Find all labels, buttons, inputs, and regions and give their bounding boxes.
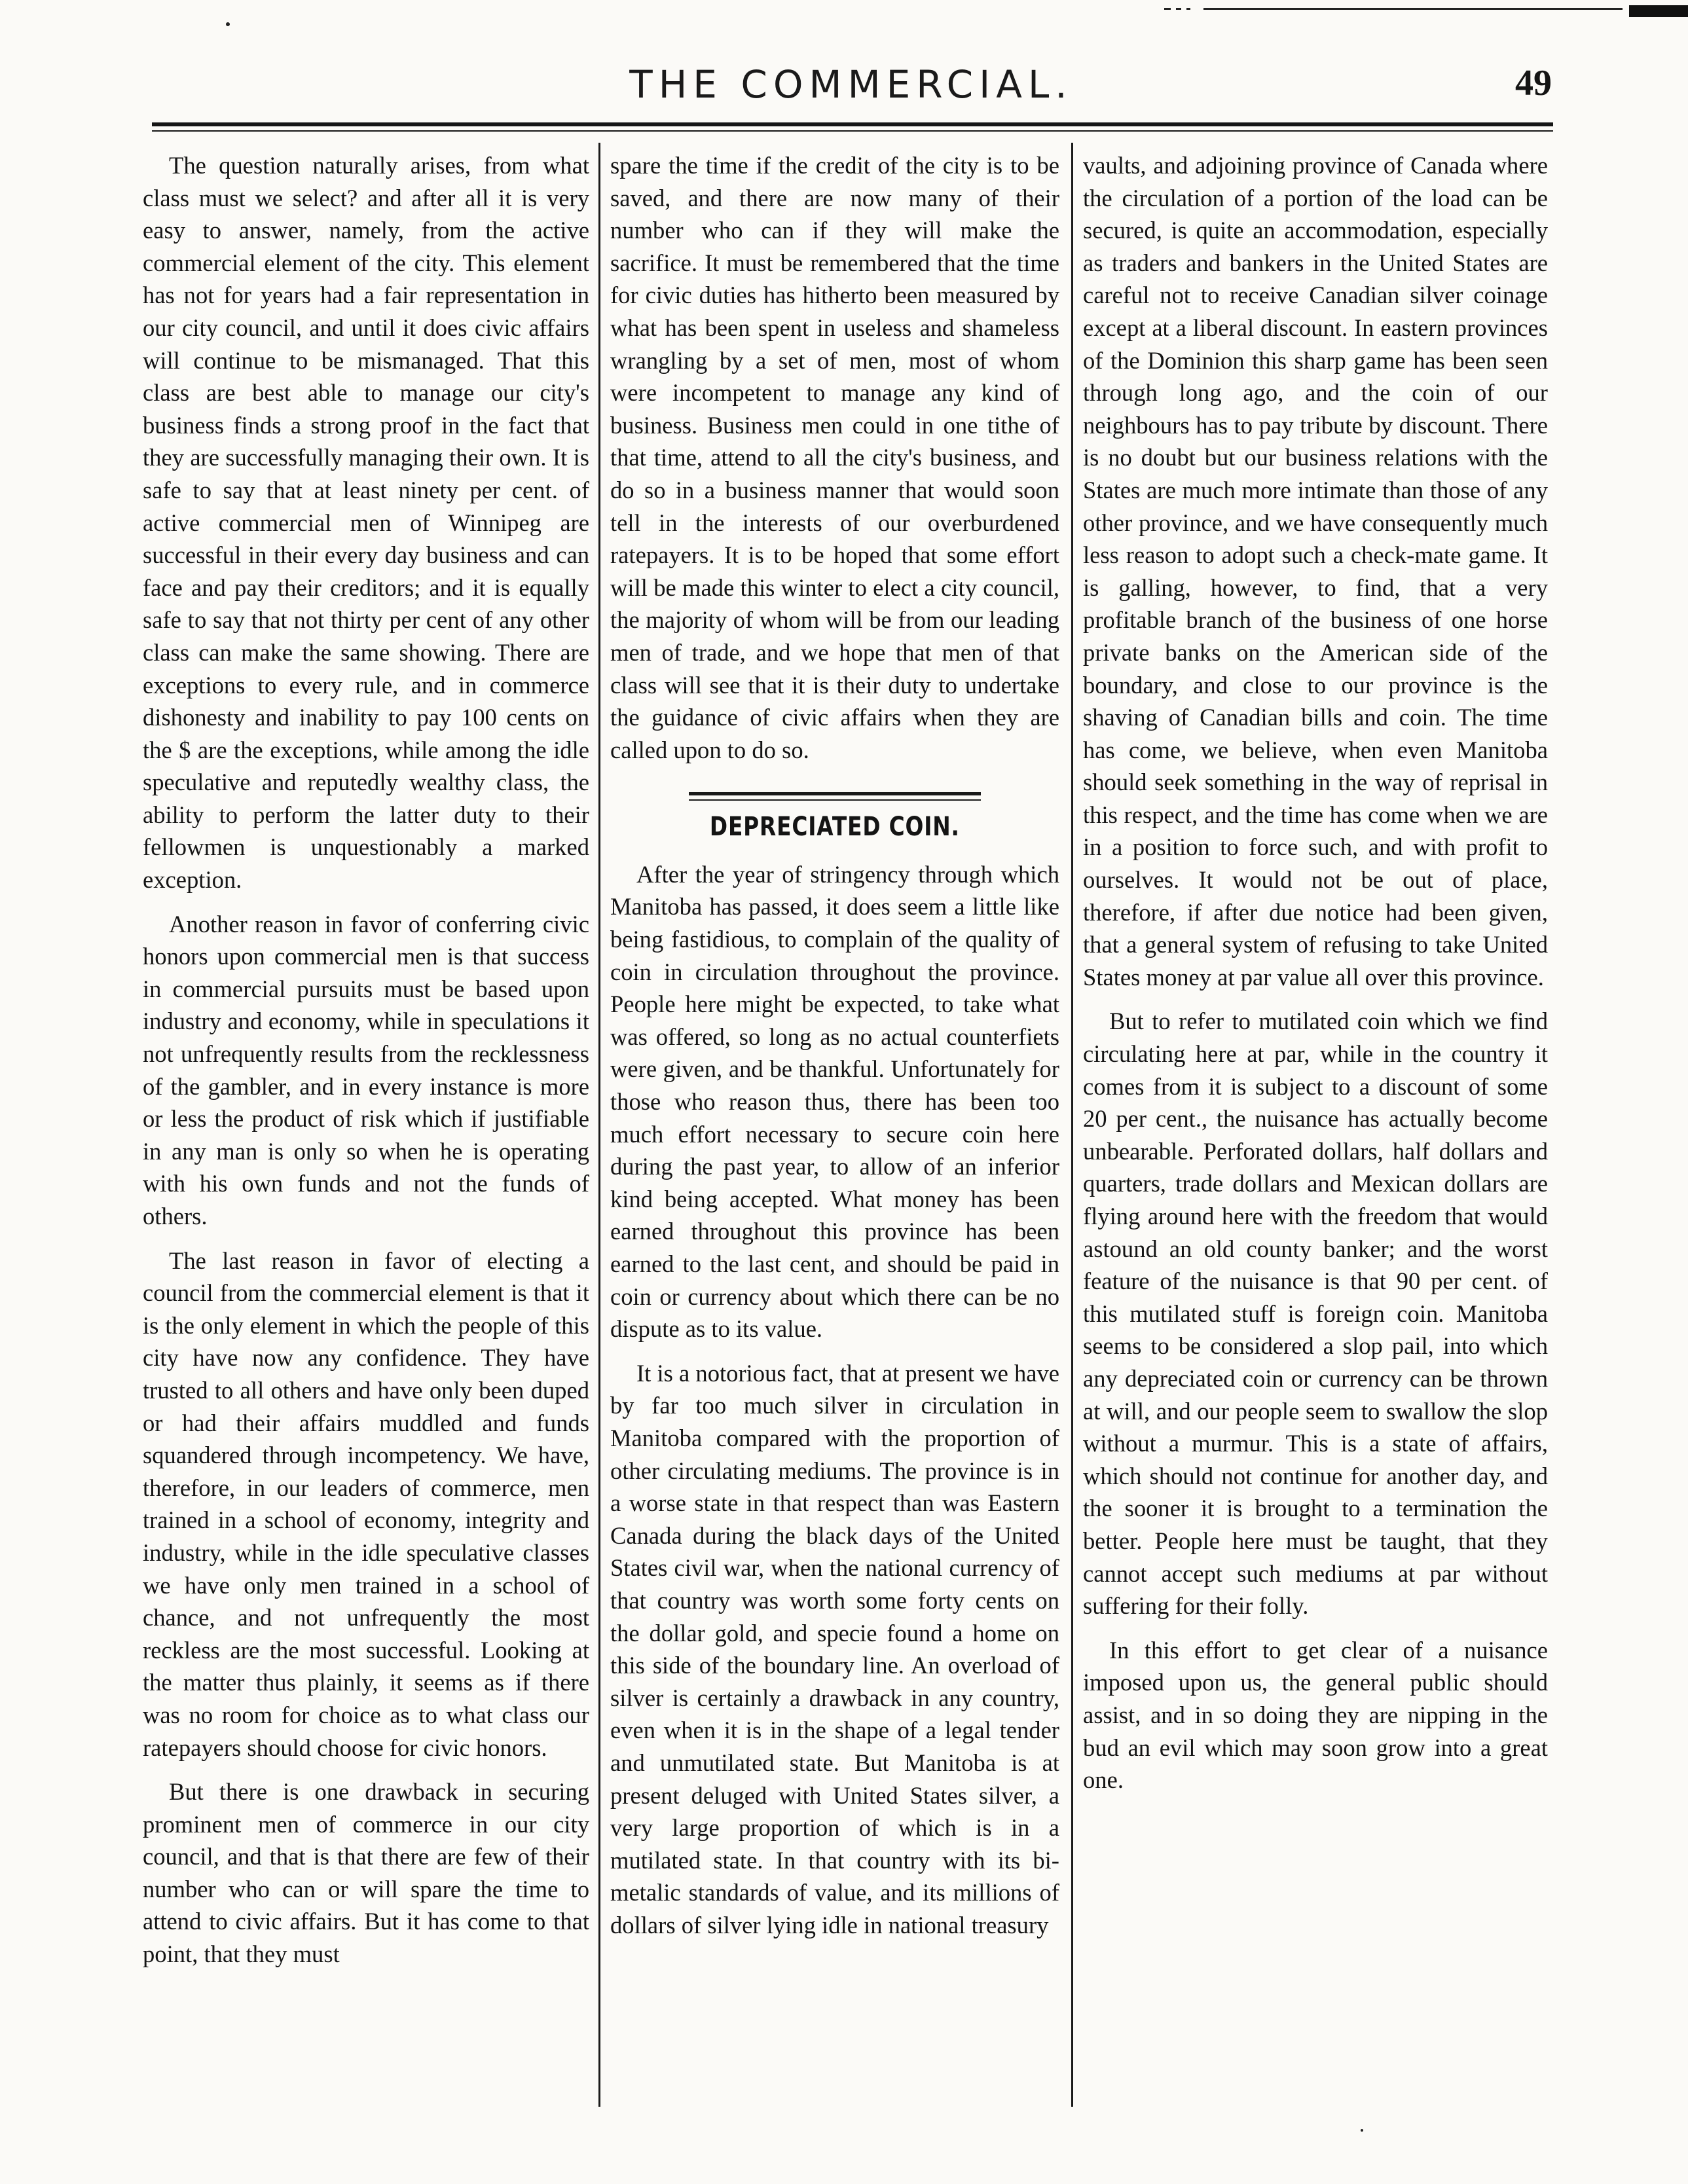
paragraph: But there is one drawback in securing prominent men of commerce in our city council, and that is that there are few of their number who can or will spare the time to attend to civic affairs. But it has come to that point, that they must: [143, 1778, 589, 1968]
heading-rule-thick: [689, 792, 981, 795]
heading-rule-thin: [689, 799, 981, 801]
column-divider-2: [1071, 143, 1073, 2107]
column-divider-1: [598, 143, 600, 2107]
paragraph: After the year of stringency through which Manitoba has passed, it does seem a little like being fastidious, to complain of the quality of coin in circulation throughout the province. People here might be expected, to take what was offered, so long as no actual counterfiets were given, and be thankful. Unfortunately for those who reason thus, there has been too much effort necessary to secure coin here during the past year, to allow of an inferior kind being accepted. What money has been earned throughout this province has been earned to the last cent, and should be paid in coin or currency about which there can be no dispute as to its value.: [610, 860, 1059, 1343]
corner-rule: [1164, 5, 1688, 12]
masthead: [151, 62, 1552, 115]
page-number: 49: [1515, 63, 1552, 103]
paragraph: In this effort to get clear of a nuisance imposed upon us, the general public should assist, and in so doing they are nipping in the bud an evil which may soon grow into a great one.: [1083, 1636, 1548, 1794]
paragraph: vaults, and adjoining province of Canada where the circulation of a portion of the load can be secured, is quite an accommodation, especially as traders and bankers in the United States are careful not to receive Canadian silver coinage except at a liberal discount. In eastern provinces of the Dominion this sharp game has been seen through long ago, and the coin of our neighbours has to pay tribute by discount. There is no doubt but our business relations with the States are much more intimate than those of any other province, and we have consequently much less reason to adopt such a check-mate game. It is galling, however, to find, that a very profitable branch of the business of one horse private banks on the American side of the boundary, and close to our province is the shaving of Canadian bills and coin. The time has come, we believe, when even Manitoba should seek something in the way of reprisal in this respect, and the time has come when we are in a position to force such, and with profit to ourselves. It would not be out of place, therefore, if after due notice had been given, that a general system of refusing to take United States money at par value all over this province.: [1083, 152, 1548, 991]
paragraph: It is a notorious fact, that at present we have by far too much silver in circulation in Manitoba compared with the proportion of other circulating mediums. The province is in a worse state in that respect than was Eastern Canada during the black days of the United States civil war, when the national currency of that country was worth some forty cents on the dollar gold, and specie found a home on this side of the boundary line. An overload of silver is certainly a drawback in any country, even when it is in the shape of a legal tender and unmutilated state. But Manitoba is at present deluged with United States silver, a very large proportion of which is in a mutilated state. In that country with its bi-metalic standards of value, and its millions of dollars of silver lying idle in national treasury: [610, 1359, 1059, 1938]
paragraph: The last reason in favor of electing a council from the commercial element is that it is the only element in which the people of this city have now any confidence. They have trusted to all others and have only been duped or had their affairs muddled and funds squandered through incompetency. We have, therefore, in our leaders of commerce, men trained in a school of economy, integrity and industry, while in the idle speculative classes we have only men trained in a school of chance, and not unfrequently the most reckless are the most successful. Looking at the matter thus plainly, it seems as if there was no room for choice as to what class our ratepayers should choose for civic honors.: [143, 1247, 589, 1761]
column-1: [143, 149, 589, 2107]
article-heading: DEPRECIATED COIN.: [710, 812, 960, 843]
article-heading-block: [610, 792, 1059, 844]
print-speck: [226, 22, 230, 26]
header-rule-thin: [152, 130, 1553, 132]
paragraph: Another reason in favor of conferring civic honors upon commercial men is that success in commercial pursuits must be based upon industry and economy, while in speculations it not unfrequently results from the recklessness of the gambler, and in every instance is more or less the product of risk which if justifiable in any man is only so when he is operating with his own funds and not the funds of others.: [143, 910, 589, 1229]
print-speck: [1361, 2129, 1363, 2132]
header-rule-thick: [152, 122, 1553, 126]
column-2: [610, 149, 1059, 2107]
paragraph: The question naturally arises, from what class must we select? and after all it is very easy to answer, namely, from the active commercial element of the city. This element has not for years had a fair representation in our city council, and until it does civic affairs will continue to be mismanaged. That this class are best able to manage our city's business finds a strong proof in the fact that they are successfully managing their own. It is safe to say that at least ninety per cent. of active commercial men of Winnipeg are successful in their every day business and can face and pay their creditors; and it is equally safe to say that not thirty per cent of any other class can make the same showing. There are exceptions to every rule, and in commerce dishonesty and inability to pay 100 cents on the $ are the exceptions, while among the idle speculative and reputedly wealthy class, the ability to perform the latter duty to their fellowmen is unquestionably a marked exception.: [143, 152, 589, 894]
column-3: [1083, 149, 1548, 2107]
paragraph: spare the time if the credit of the city is to be saved, and there are now many of their number who can if they will make the sacrifice. It must be remembered that the time for civic duties has hitherto been measured by what has been spent in useless and shameless wrangling by a set of men, most of whom were incompetent to manage any kind of business. Business men could in one tithe of that time, attend to all the city's business, and do so in a business manner that would soon tell in the interests of our overburdened ratepayers. It is to be hoped that some effort will be made this winter to elect a city council, the majority of whom will be from our leading men of trade, and we hope that men of that class will see that it is their duty to undertake the guidance of civic affairs when they are called upon to do so.: [610, 152, 1059, 763]
newspaper-title: THE COMMERCIAL.: [629, 62, 1073, 107]
paragraph: But to refer to mutilated coin which we find circulating here at par, while in the country it comes from it is subject to a discount of some 20 per cent., the nuisance has actually become unbearable. Perforated dollars, half dollars and quarters, trade dollars and Mexican dollars are flying around here with the freedom that would astound an old county banker; and the worst feature of the nuisance is that 90 per cent. of this mutilated stuff is foreign coin. Manitoba seems to be considered a slop pail, into which any depreciated coin or currency can be thrown at will, and our people seem to swallow the slop without a murmur. This is a state of affairs, which should not continue for another day, and the sooner it is brought to a termination the better. People here must be taught, that they cannot accept such mediums at par without suffering for their folly.: [1083, 1008, 1548, 1620]
